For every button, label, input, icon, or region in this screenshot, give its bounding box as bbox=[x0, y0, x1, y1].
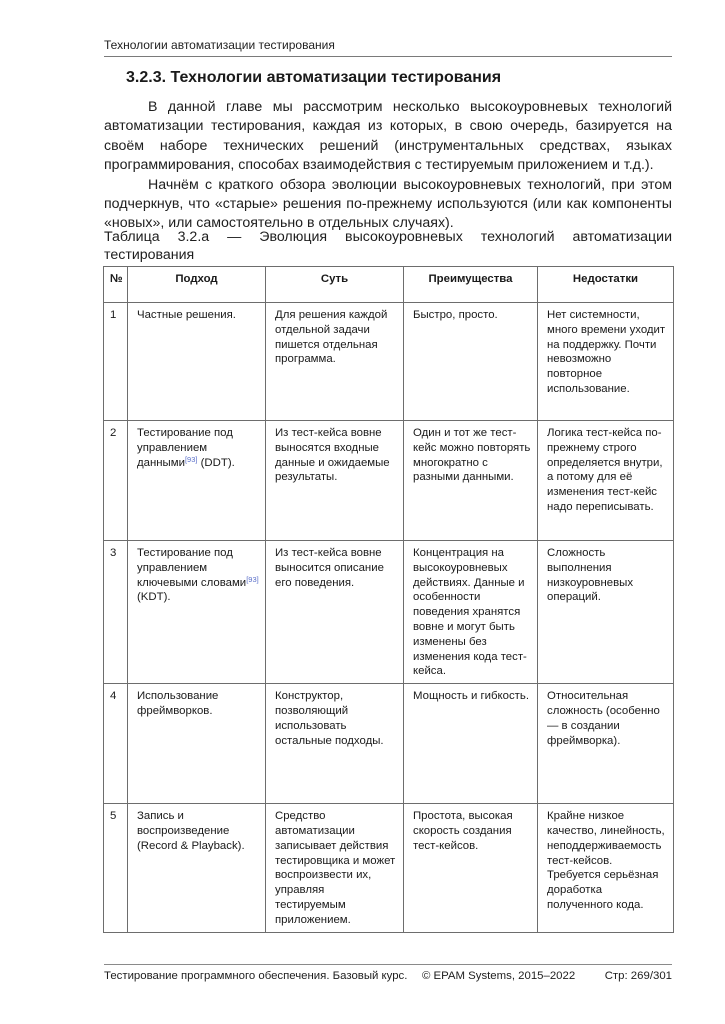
footer-page-number: Стр: 269/301 bbox=[604, 970, 672, 982]
reference-link[interactable]: [93] bbox=[184, 454, 198, 464]
approach-text: Тестирование под управлением данными bbox=[137, 427, 233, 469]
footer-copyright: © EPAM Systems, 2015–2022 bbox=[422, 970, 576, 982]
section-title: 3.2.3. Технологии автоматизации тестирования bbox=[126, 69, 502, 86]
running-header: Технологии автоматизации тестирования bbox=[104, 38, 672, 57]
cell-disadvantages: Сложность выполнения низкоуровневых операций. bbox=[538, 541, 674, 684]
column-header-essence: Суть bbox=[266, 267, 404, 303]
page-footer bbox=[104, 964, 672, 982]
cell-number: 5 bbox=[104, 804, 128, 932]
table-row bbox=[104, 421, 674, 541]
cell-approach: Использование фреймворков. bbox=[128, 684, 266, 804]
cell-essence: Для решения каждой отдельной задачи пишется отдельная программа. bbox=[266, 303, 404, 421]
cell-essence: Из тест-кейса вовне выносятся входные данные и ожидаемые результаты. bbox=[266, 421, 404, 541]
cell-number: 1 bbox=[104, 303, 128, 421]
cell-approach bbox=[128, 541, 266, 684]
cell-disadvantages: Относительная сложность (особенно — в создании фреймворка). bbox=[538, 684, 674, 804]
body-text bbox=[104, 98, 672, 234]
cell-disadvantages: Крайне низкое качество, линейность, неподдерживаемость тест-кейсов. Требуется серьёзная доработка полученного кода. bbox=[538, 804, 674, 932]
table-row bbox=[104, 303, 674, 421]
cell-advantages: Мощность и гибкость. bbox=[404, 684, 538, 804]
cell-essence: Из тест-кейса вовне выносится описание его поведения. bbox=[266, 541, 404, 684]
column-header-number: № bbox=[104, 267, 128, 303]
reference-link[interactable]: [93] bbox=[246, 574, 259, 584]
table-caption: Таблица 3.2.a — Эволюция высокоуровневых технологий автоматизации тестирования bbox=[104, 229, 672, 263]
paragraph-intro: В данной главе мы рассмотрим несколько высокоуровневых технологий автоматизации тестирования, каждая из которых, в свою очередь, базируется на своём наборе технических решений (инструментальных средствах, языках программирования, способах взаимодействия с тестируемым приложением и т.д.). bbox=[104, 99, 672, 174]
cell-advantages: Простота, высокая скорость создания тест-кейсов. bbox=[404, 804, 538, 932]
cell-approach: Частные решения. bbox=[128, 303, 266, 421]
cell-essence: Конструктор, позволяющий использовать остальные подходы. bbox=[266, 684, 404, 804]
table-row bbox=[104, 541, 674, 684]
approach-suffix: (DDT). bbox=[197, 456, 235, 469]
approach-text: Тестирование под управлением ключевыми словами bbox=[137, 547, 247, 589]
table-row bbox=[104, 684, 674, 804]
paragraph-overview: Начнём с краткого обзора эволюции высокоуровневых технологий, при этом подчеркнув, что «старые» решения по-прежнему используются (или как компоненты «новых», или самостоятельно в отдельных случаях). bbox=[104, 176, 672, 232]
cell-disadvantages: Нет системности, много времени уходит на поддержку. Почти невозможно повторное использование. bbox=[538, 303, 674, 421]
cell-number: 3 bbox=[104, 541, 128, 684]
approach-suffix: (KDT). bbox=[137, 591, 171, 604]
cell-disadvantages: Логика тест-кейса по-прежнему строго определяется внутри, а потому для её изменения тест-кейс надо переписывать. bbox=[538, 421, 674, 541]
column-header-disadvantages: Недостатки bbox=[538, 267, 674, 303]
column-header-approach: Подход bbox=[128, 267, 266, 303]
footer-course-title: Тестирование программного обеспечения. Базовый курс. bbox=[104, 970, 408, 982]
cell-number: 2 bbox=[104, 421, 128, 541]
cell-advantages: Концентрация на высокоуровневых действиях. Данные и особенности поведения хранятся вовне и могут быть изменены без изменения кода тест-кейса. bbox=[404, 541, 538, 684]
cell-number: 4 bbox=[104, 684, 128, 804]
cell-approach: Запись и воспроизведение (Record & Playback). bbox=[128, 804, 266, 932]
table-header-row bbox=[104, 267, 674, 303]
technologies-table bbox=[103, 266, 674, 933]
cell-approach bbox=[128, 421, 266, 541]
column-header-advantages: Преимущества bbox=[404, 267, 538, 303]
cell-advantages: Быстро, просто. bbox=[404, 303, 538, 421]
table-row bbox=[104, 804, 674, 932]
cell-advantages: Один и тот же тест-кейс можно повторять многократно с разными данными. bbox=[404, 421, 538, 541]
cell-essence: Средство автоматизации записывает действия тестировщика и может воспроизвести их, управляя тестируемым приложением. bbox=[266, 804, 404, 932]
